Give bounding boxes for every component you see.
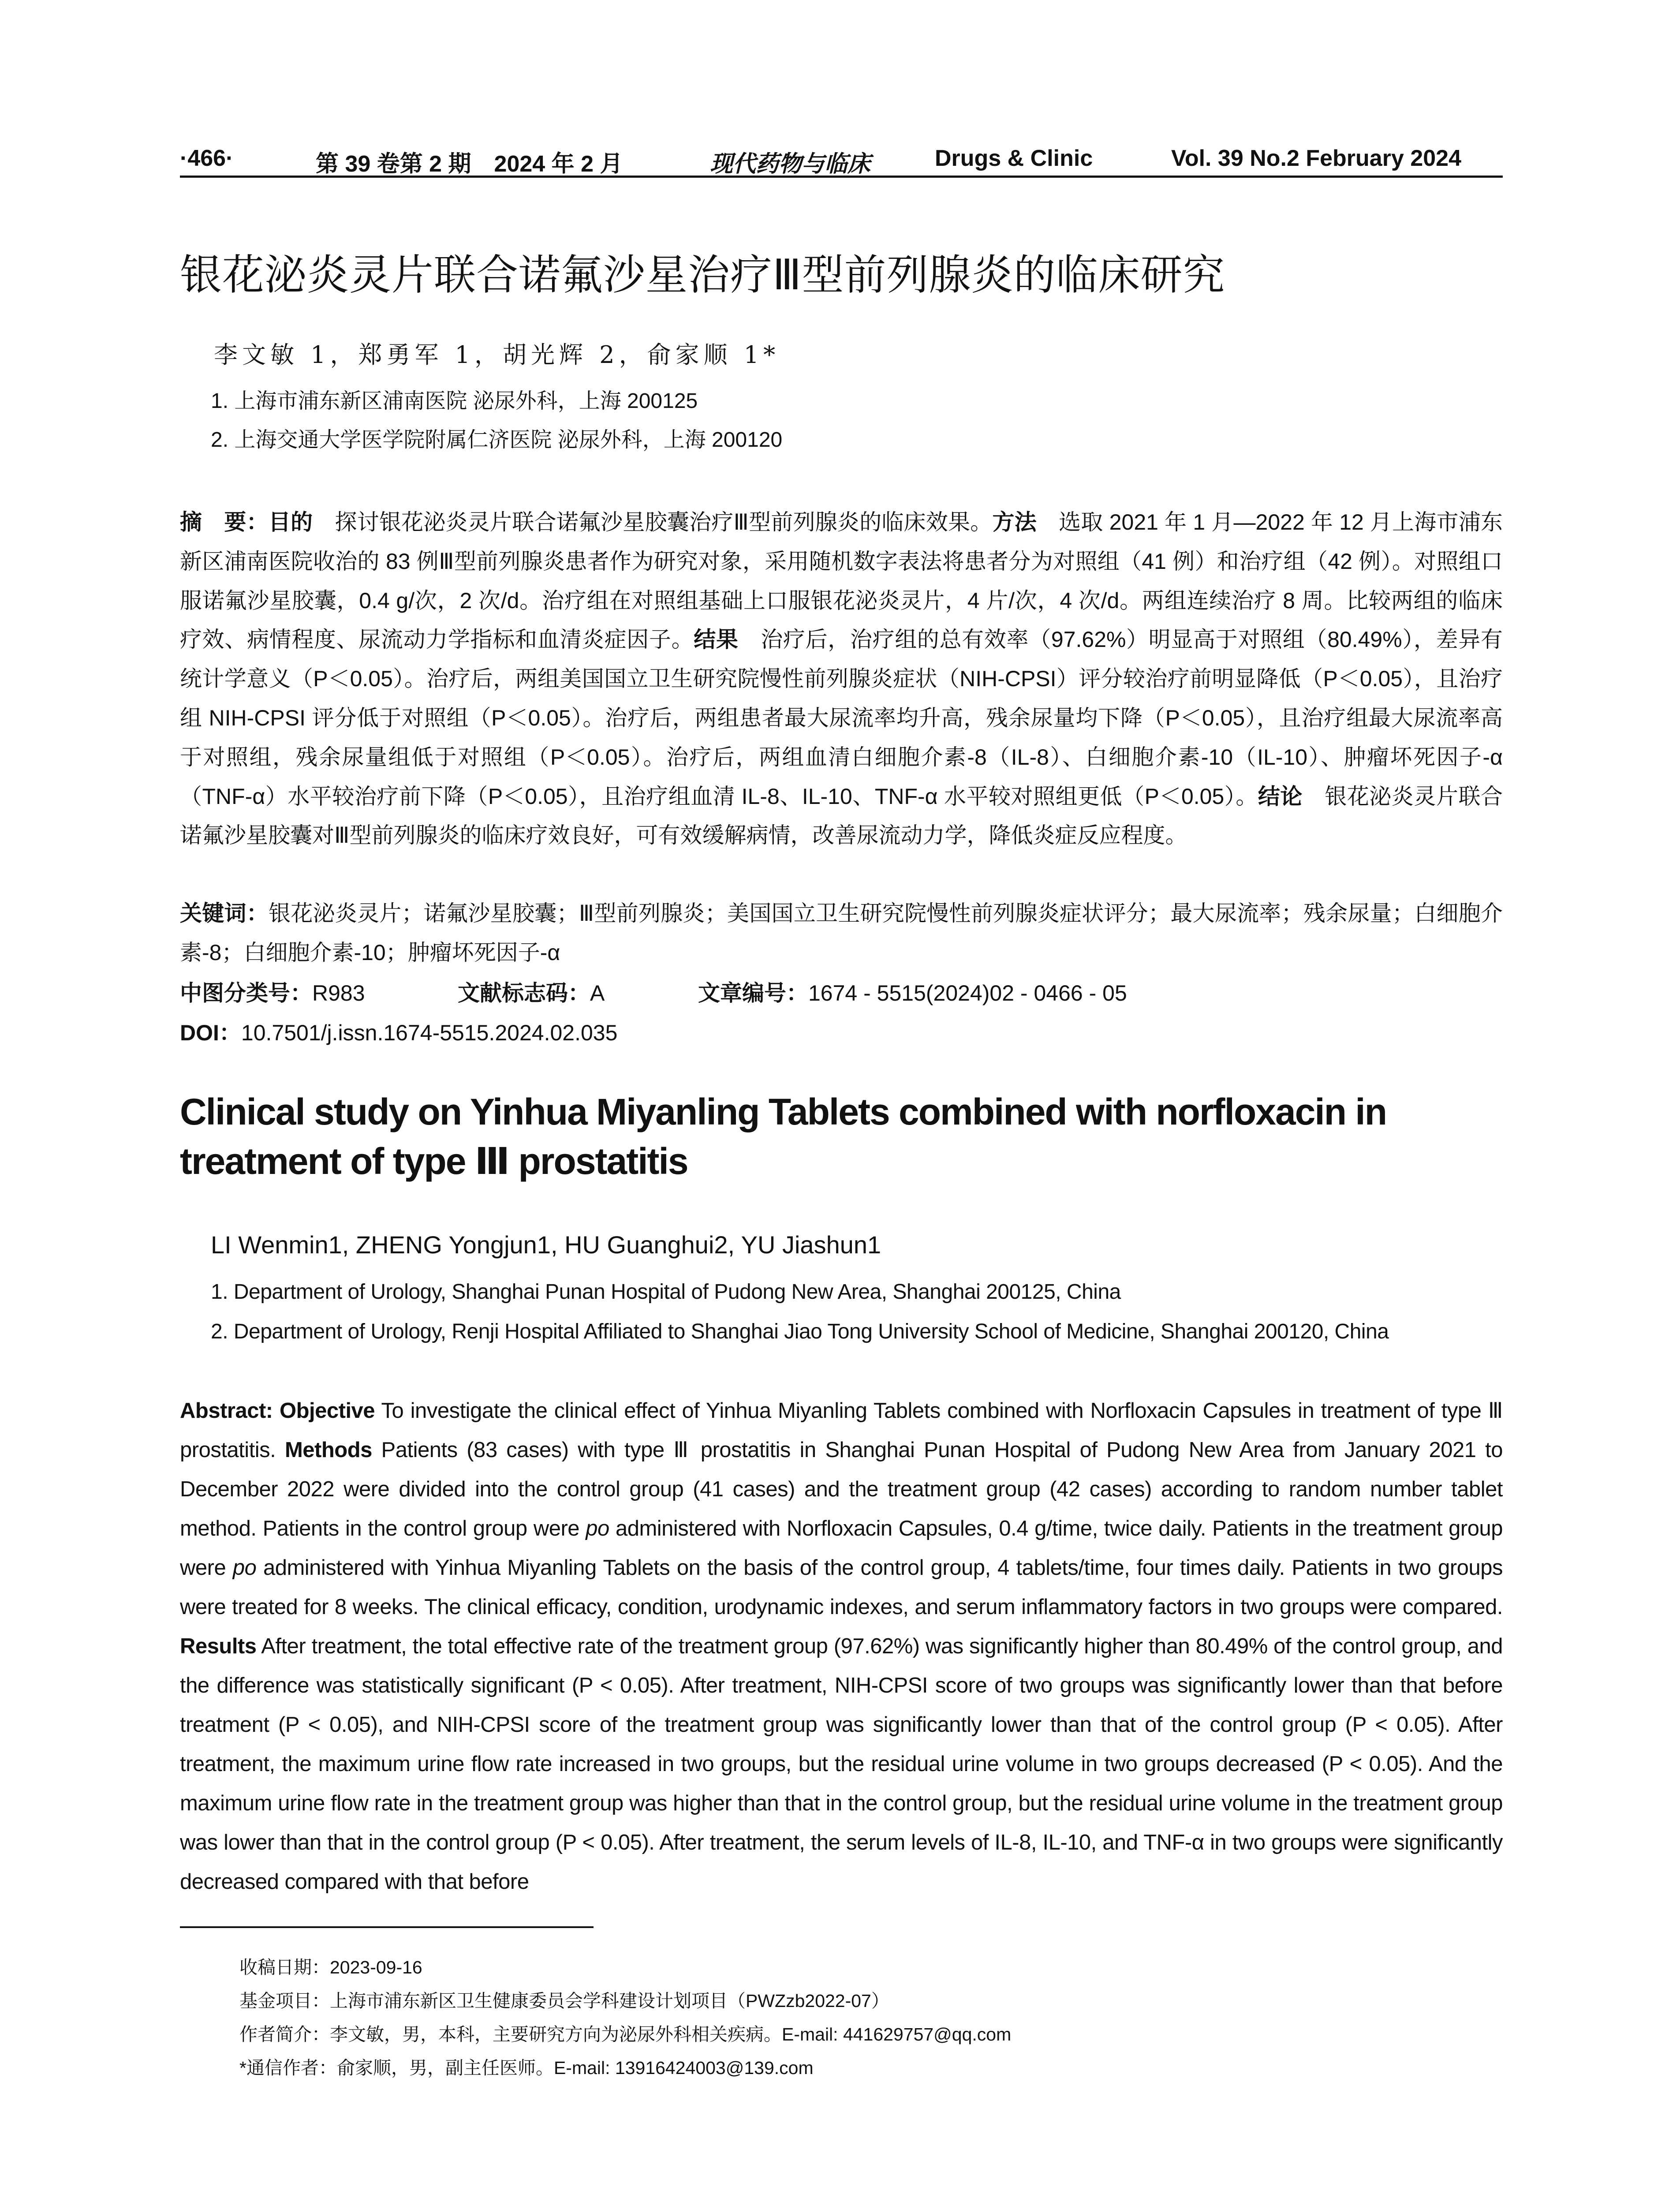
doc-code-label: 文献标志码： xyxy=(458,981,590,1005)
page-number: ·466· xyxy=(180,146,234,171)
doi-value: 10.7501/j.issn.1674-5515.2024.02.035 xyxy=(241,1020,618,1045)
results-text-cn: 治疗后，治疗组的总有效率（97.62%）明显高于对照组（80.49%），差异有统计学意义（P＜0.05）。治疗后，两组美国国立卫生研究院慢性前列腺炎症状（NIH-CPSI）评分较治疗前明显降低（P＜0.05），且治疗组 NIH-CPSI 评分低于对照组（P＜0.05）。治疗后，两组患者最大尿流率均升高，残余尿量均下降（P＜0.05），且治疗组最大尿流率高于对照组，残余尿量组低于对照组（P＜0.05）。治疗后，两组血清白细胞介素-8（IL-8）、白细胞介素-10（IL-10）、肿瘤坏死因子-α（TNF-α）水平较治疗前下降（P＜0.05），且治疗组血清 IL-8、IL-10、TNF-α 水平较对照组更低（P＜0.05）。 xyxy=(180,627,1503,809)
header-rule xyxy=(180,176,1503,178)
results-text-en: After treatment, the total effective rate of the treatment group (97.62%) was significantly higher than 80.49% of the control group, and the difference was statistically significant (P < 0.05). After treatment, NIH-CPSI score of two groups was significantly lower than that before treatment (P < 0.05), and NIH-CPSI score of the treatment group was significantly lower than that of the control group (P < 0.05). After treatment, the maximum urine flow rate increased in two groups, but the residual urine volume in two groups decreased (P < 0.05). And the maximum urine flow rate in the treatment group was higher than that in the control group, but the residual urine volume in the treatment group was lower than that in the control group (P < 0.05). After treatment, the serum levels of IL-8, IL-10, and TNF-α in two groups were significantly decreased compared with that before xyxy=(180,1634,1503,1894)
affiliation-cn-2: 2. 上海交通大学医学院附属仁济医院 泌尿外科，上海 200120 xyxy=(211,428,783,452)
clc-value: R983 xyxy=(312,981,365,1005)
footnote-corresponding-author: *通信作者：俞家顺，男，副主任医师。E-mail: 13916424003@139.com xyxy=(239,2058,814,2078)
methods-text-en-3: administered with Yinhua Miyanling Tablets on the basis of the control group, 4 tablets/time, four times daily. Patients in two groups were treated for 8 weeks. The clinical efficacy, condition, urodynamic indexes, and serum inflammatory factors in two groups were compared. xyxy=(180,1556,1503,1619)
affiliation-en-1: 1. Department of Urology, Shanghai Punan Hospital of Pudong New Area, Shanghai 200125, China xyxy=(211,1280,1121,1304)
issue-info: 第 39 卷第 2 期 2024 年 2 月 xyxy=(316,151,623,177)
footnote-rule xyxy=(180,1926,594,1928)
article-title-cn: 银花泌炎灵片联合诺氟沙星治疗Ⅲ型前列腺炎的临床研究 xyxy=(180,251,1225,299)
objective-text-en: To investigate the clinical effect of Yinhua Miyanling Tablets combined with Norfloxacin Capsules in treatment of type Ⅲ prostatitis. xyxy=(180,1399,1503,1462)
conclusion-label-cn: 结论 xyxy=(1258,784,1303,809)
article-title-en: Clinical study on Yinhua Miyanling Tablets combined with norfloxacin in treatment of type Ⅲ prostatitis xyxy=(180,1091,1387,1182)
doi-line xyxy=(180,1015,617,1047)
keywords-cn xyxy=(180,894,1503,972)
journal-name-cn: 现代药物与临床 xyxy=(710,150,871,177)
po-term-1: po xyxy=(586,1517,609,1540)
objective-label-cn: 目的 xyxy=(268,510,313,534)
methods-label-cn: 方法 xyxy=(992,510,1037,534)
keywords-text-cn: 银花泌炎灵片；诺氟沙星胶囊；Ⅲ型前列腺炎；美国国立卫生研究院慢性前列腺炎症状评分；最大尿流率；残余尿量；白细胞介素-8；白细胞介素-10；肿瘤坏死因子-α xyxy=(180,901,1503,965)
doi-label: DOI： xyxy=(180,1020,241,1045)
article-number-value: 1674 - 5515(2024)02 - 0466 - 05 xyxy=(808,981,1127,1005)
footnote-funding: 基金项目：上海市浦东新区卫生健康委员会学科建设计划项目（PWZzb2022-07） xyxy=(239,1991,889,2011)
results-label-en: Results xyxy=(180,1634,257,1658)
authors-cn: 李文敏 1，郑勇军 1，胡光辉 2，俞家顺 1* xyxy=(214,341,780,369)
affiliation-cn-1: 1. 上海市浦东新区浦南医院 泌尿外科，上海 200125 xyxy=(211,389,698,413)
objective-text-cn: 探讨银花泌炎灵片联合诺氟沙星胶囊治疗Ⅲ型前列腺炎的临床效果。 xyxy=(313,510,993,534)
clc-label: 中图分类号： xyxy=(180,981,312,1005)
running-header xyxy=(180,139,1503,177)
journal-name-en: Drugs & Clinic xyxy=(935,146,1093,171)
keywords-label-cn: 关键词： xyxy=(180,901,269,926)
footnote-received-date: 收稿日期：2023-09-16 xyxy=(239,1957,422,1977)
po-term-2: po xyxy=(232,1556,257,1580)
methods-label-en: Methods xyxy=(284,1438,372,1462)
methods-text-cn: 选取 2021 年 1 月—2022 年 12 月上海市浦东新区浦南医院收治的 83 例Ⅲ型前列腺炎患者作为研究对象，采用随机数字表法将患者分为对照组（41 例）和治疗组（42 例）。对照组口服诺氟沙星胶囊，0.4 g/次，2 次/d。治疗组在对照组基础上口服银花泌炎灵片，4 片/次，4 次/d。两组连续治疗 8 周。比较两组的临床疗效、病情程度、尿流动力学指标和血清炎症因子。 xyxy=(180,510,1503,652)
results-label-cn: 结果 xyxy=(694,627,739,652)
affiliation-en-2: 2. Department of Urology, Renji Hospital Affiliated to Shanghai Jiao Tong University School of Medicine, Shanghai 200120, China xyxy=(211,1320,1389,1343)
conclusion-text-cn: 银花泌炎灵片联合诺氟沙星胶囊对Ⅲ型前列腺炎的临床疗效良好，可有效缓解病情，改善尿流动力学，降低炎症反应程度。 xyxy=(180,784,1503,848)
footnote-author-bio: 作者简介：李文敏，男，本科，主要研究方向为泌尿外科相关疾病。E-mail: 441629757@qq.com xyxy=(239,2024,1012,2044)
methods-text-en-2: administered with Norfloxacin Capsules, 0.4 g/time, twice daily. Patients in the treatment group were xyxy=(180,1517,1503,1580)
article-number-label: 文章编号： xyxy=(698,981,808,1005)
methods-text-en-1: Patients (83 cases) with type Ⅲ prostatitis in Shanghai Punan Hospital of Pudong New Area from January 2021 to December 2022 were divided into the control group (41 cases) and the treatment group (42 cases) according to random number tablet method. Patients in the control group were xyxy=(180,1438,1503,1540)
abstract-cn xyxy=(180,503,1503,855)
abstract-label-cn: 摘 要： xyxy=(180,510,269,534)
abstract-en xyxy=(180,1391,1503,1902)
abstract-objective-label-en: Abstract: Objective xyxy=(180,1399,375,1423)
volume-info-en: Vol. 39 No.2 February 2024 xyxy=(1171,146,1461,171)
authors-en: LI Wenmin1, ZHENG Yongjun1, HU Guanghui2, YU Jiashun1 xyxy=(211,1231,881,1259)
doc-code-value: A xyxy=(590,981,605,1005)
